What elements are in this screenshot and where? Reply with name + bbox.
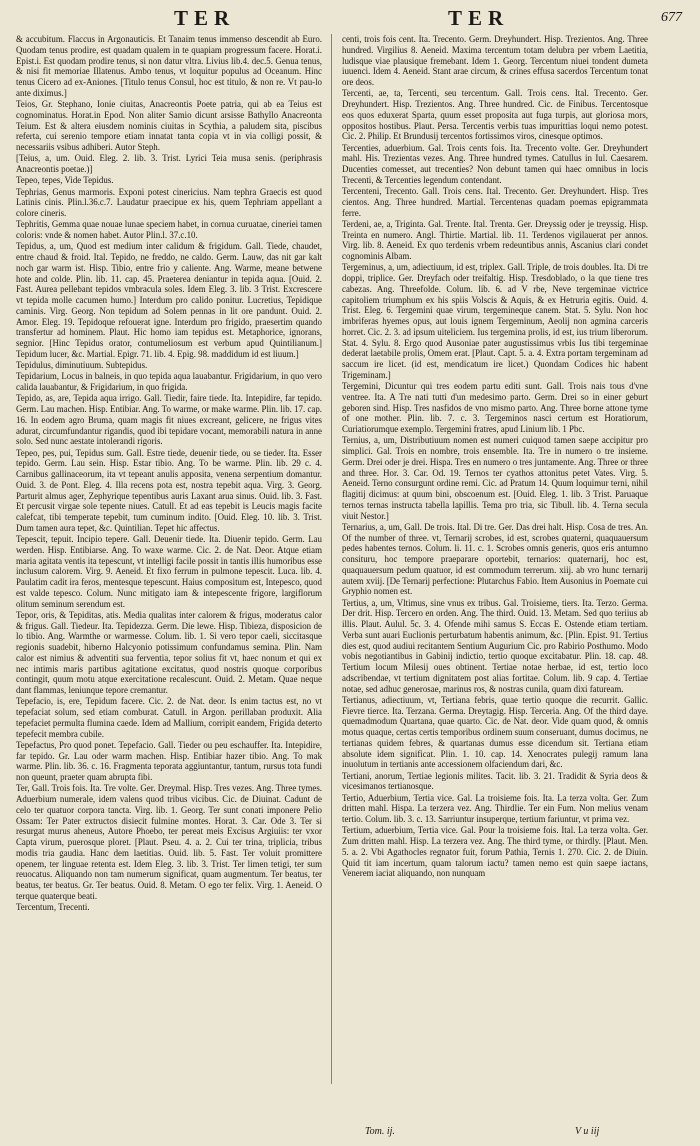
dictionary-entry: Tepeo, tepes, Vide Tepidus. [16, 175, 114, 186]
dictionary-entry: Tepor, oris, & Tepiditas, atis. Media qualitas inter calorem & frigus, moderatus calor & frigus. Gall. Tiedeur. Ita. Tepidezza. Germ. Die lewe. Hisp. Tibieza, disposicion de lo tibio. Ang. Warmthe or warmesse. Colum. lib. 1. Si vero tepor caeli, siccitasque regionis suadebit, hiberno Halcyonio potissimum confundamus semina. Plin. Nam calor est nimius & adventiti sua ferventia, tepor solius fit vt, haec nonum et qui ex nec intimis maris partibus agitatione excitatus, quod nostris quoque corporibus contingit, quum motu atque exercitatione recalescunt. Ouid. 2. Metam. Quae neque dant flammas, leniunque tepore cremantur. [16, 609, 322, 695]
dictionary-entry: [Teius, a, um. Ouid. Eleg. 2. lib. 3. Trist. Lyrici Teia musa senis. (periphrasis Anacreontis poetae.)] [16, 153, 322, 174]
running-head-right: TER [448, 6, 510, 30]
footer-signature-mark: V u iij [575, 1126, 600, 1137]
footer-volume: Tom. ij. [365, 1126, 395, 1137]
dictionary-entry: Tercenteni, Trecento. Gall. Trois cens. Ital. Trecento. Ger. Dreyhundert. Hisp. Tres cientos. Ang. Three hundred. Martial. Tercentenas quadam poemas epigrammata ferre. [342, 186, 648, 218]
dictionary-entry: Tercenti, ae, ta, Tercenti, seu tercentum. Gall. Trois cens. Ital. Trecento. Ger. Dreyhundert. Hisp. Trezientos. Ang. Three hundred. Cic. de Finibus. Tercentosque eos quos eduxerat Sparta, quum esset proposita aut fuga turpis, aut gloriosa mors, oppositos hostibus. Plaut. Persa. Tercentis verbis tuas impurittias loqui nemo potest. Cic. 2. Philip. Et Brundusij tercentos fortissimos viros, cinesque optimos. [342, 88, 648, 142]
dictionary-entry: Tepidarium, Locus in balneis, in quo tepida aqua lauabantur. Frigidarium, in quo vero calida lauabantur, & Frigidarium, in quo frigida. [16, 371, 322, 392]
column-divider [331, 34, 332, 1084]
dictionary-entry: Tephrias, Genus marmoris. Exponi potest cinericius. Nam tephra Graecis est quod Latinis cinis. Plin.l.36.c.7. Laudatur praecipue ex his, quem Tephriam appellant a colore cineris. [16, 186, 322, 218]
dictionary-entry: Tepidulus, diminutiuum. Subtepidus. [16, 360, 148, 370]
dictionary-entry: Ternius, a, um, Distributiuum nomen est numeri cuiquod tamen saepe accipitur pro simplici. Gal. Trois en nombre, trois ensemble. Ita. Tre in numero o tre insieme. Germ. Drei oder je drei. Hispa. Tres en numero o tres juntamente. Ang. Three or three and three. Hor. 3. Car. Od. 19. Ternos ter cyathos attonitus petet Vates. Virg. 5. Aeneid. Terno consurgunt ordine remi. Cic. ad Pratum 14. Quum loquimur terni, nihil flagitij dicimus: at quum bini, obscoenum est. [Ouid. Eleg. 1. lib. 3 Trist. Paruaque ternos ternas instructa tabella lapillis. Tema pro tria, sic Tibull. lib. 4. Terna secula viuit Nestor.] [342, 435, 648, 521]
dictionary-entry: Tepescit, tepuit. Incipio tepere. Gall. Deuenir tiede. Ita. Diuenir tepido. Germ. Lau werden. Hisp. Entibiarse. Ang. To waxe warme. Cic. 2. de Nat. Deor. Atque etiam maria agitata ventis ita tepescunt, vt intelligi facile possit in tantis illis humoribus esse inclusum calorem. Virg. 9. Aeneid. Et fixo ferrum in pulmone tepescit. Luca. lib. 4. Paulatim cadit ira feros, mentesque tepescunt. Haius compositum est, Intepesco, quod est valde tepesco. Colum. Nunc mitigato iam & intepescente frigore, largiflorum olitum seminum serendum est. [16, 534, 322, 609]
dictionary-entry: Tepefactus, Pro quod ponet. Tepefacio. Gall. Tieder ou peu eschauffer. Ita. Intepidire, far tepido. Gr. Lau oder warm machen. Hisp. Entibiar hazer tibio. Ang. To mak warme. Plin. lib. 36. c. 16. Fragmenta teporata aggiuntantur, tantum, rursus tota fundi non queunt, praeter quam abrupta fibi. [16, 739, 322, 782]
left-column [16, 34, 322, 913]
dictionary-entry: & accubitum. Flaccus in Argonauticis. Et Tanaim tenus immenso descendit ab Euro. Quodam tenus prodire, est quadam qualem in te quapiam progressum facere. Horat.i. Epist.i. Est quodam prodire tenus, si non datur vltra. Livius lib.4. dec.5. Genua tenus, & nisi fit memoriae Illatenus. Ambo tenus, vt loquitur populus ad Oceanum. Hinc tenus Cicero ad ex-Aniones. [Titulo tenus Consul, hoc est titulo, & non re. Vt pau-lo ante diximus.] [16, 34, 322, 98]
dictionary-entry: Tephritis, Gemma quae nouae lunae speciem habet, in cornua curuatae, cineriei tamen coloris: vnde & nomen habet. Autor Plin.l. 37.c.10. [16, 219, 322, 240]
dictionary-entry: Tepeo, pes, pui, Tepidus sum. Gall. Estre tiede, deuenir tiede, ou se tieder. Ita. Esser tepido. Germ. Lau sein. Hisp. Estar tibio. Ang. To be warme. Plin. lib. 29 c. 4. Carnibus gallinaceorum, ita vt tepeant anulis apposita, venena serpentium domantur. Ouid. 3. de Pont. Eleg. 4. Illa recens pota est, nostra tepebit aqua. Virg. 3. Georg. Parturit almus ager, Zephyrique tepentibus auris Laxant arua sinus. Ouid. lib. 3. Fast. Et percusit virgae sole tepente niues. Catull. Et ad eas tepebit is Leucis magis facite calefcat, tibi temperate tepebit, tum cuminum indito. [Ouid. Eleg. 10. lib. 3. Trist. Dum tamen aura tepet, &c. Quintilian. Tepet hic affectus. [16, 447, 322, 533]
dictionary-entry: Tertio, Aduerbium, Tertia vice. Gal. La troisieme fois. Ita. La terza volta. Ger. Zum dritten mahl. Hispa. La terzera vez. Ang. Thirdlie. Ter ein Fum. Non melius venam tertio. Colum. lib. 3. c. 13. Sarriuntur insuperque, tertium fariuntur, vt prima vez. [342, 792, 648, 824]
dictionary-entry: Ternarius, a, um, Gall. De trois. Ital. Di tre. Ger. Das drei halt. Hisp. Cosa de tres. An. Of the number of three. vt, Ternarij scrobes, id est, scrobes quaterni, quaquauersum pedes habentes ternos. Colum. li. 11. c. 1. Scrobes omnis generis, quos eris antumno consituru, hoc tempore praeparare oportebit, ternarios: quaternarij, hoc est, quaquauersum pedum quatuor, id est commodum terrerum. xiij. ab vro hunc ternarij autem xviij. [De Ternarij perfectione: Plutarchus Fabio. Item Ausonius in Poemate cui Gryphio nomen est. [342, 521, 648, 597]
dictionary-entry: Terdeni, ae, a, Triginta. Gal. Trente. Ital. Trenta. Ger. Dreyssig oder je treyssig. Hisp. Treinta en numero. Angl. Thirtie. Martial. lib. 11. Terdenos vigilauerat per annos. Virg. lib. 8. Aeneid. Ex quo terdenis vrbem redeuntibus annis, Ascanius clari condet cognominis Albam. [342, 218, 648, 261]
running-head-left: TER [174, 6, 236, 30]
dictionary-entry: Tepidus, a, um, Quod est medium inter calidum & frigidum. Gall. Tiede, chaudet, entre chaud & froid. Ital. Tepido, ne freddo, ne caldo. Germ. Lauw, das nit gar kalt noch gar warm ist. Hisp. Tibio, entre frio y caliente. Ang. Warme, meane betwene hote and colde. Plin. lib. 11. cap. 45. Praeterea deniantur in tepida aqua. [Ouid. 2. Fast. Aurea pellebant tepidos vmbracula soles. Idem Eleg. 3. lib. 3 Trist. Excrescere vt tepida molle cacumen humo.] Interdum pro calido ponitur. Lucretius, Tepidique caminis. Virg. Georg. Non tepidum ad Solem pennas in lit ore pandunt. Ouid. 2. Amor. Eleg. 19. Tepidoque refouerat igne. Interdum pro frigido, praesertim quando transfertur ad hominem. Plaut. Hic homo iam tepidus est. Metaphorice, ignorans, segnior. [Hinc Tepidus orator, contumeliosum est verbum apud Quintilianum.] Tepidum lucer, &c. Martial. Epigr. 71. lib. 4. Epig. 98. maddidum id est liuum.] [16, 241, 322, 359]
dictionary-entry: Tergeminus, a, um, adiectiuum, id est, triplex. Gall. Triple, de trois doubles. Ita. Di tre doppi, triplice. Ger. Dreyfach oder treifaltig. Hisp. Tresdoblado, o la que tiene tres cabezas. Ang. Threefolde. Colum. lib. 6. ad V rbe, Neve tergeminae victrice capitoliem triumphum ex his spiis Volscis & Aquis, & ex Hetruria egitis. Ouid. 4. Trist. Eleg. 6. Tergemini quae virum, tergemineque canem. Stat. 5. Sylu. Non hoc imbriferas hyemes opus, aut louis ignem Tergeminum, Aeolij non agmina carceris horret. Cic. 2. 3. ad ipsum uiteliciem. Ius tergemina prolis, id est, ius trium liberorum. Stat. 4. Sylu. 8. Ergo quod Ausoniae pater augustissimus vrbis Ius tibi tergeminae dederat laetabile prolis, Omem erat. [Plaut. Capt. 5. a. 4. Extra portam tergeminam ad saccum ire licet. (id est, mendicatum ire licet.) Quondam Codices hic habent Trigeminam.] [342, 262, 648, 380]
dictionary-entry: Tercenties, aduerbium. Gal. Trois cents fois. Ita. Trecento volte. Ger. Dreyhundert mahl. His. Trezientas vezes. Ang. Three hundred tymes. Catullus in Iul. Caesarem. Ducenties comesset, aut trecenties? Non debunt tamen qui haec omnibus in locis Trecenti, & Tercenties legendum contendant. [342, 142, 648, 185]
dictionary-entry: Tertiani, anorum, Tertiae legionis milites. Tacit. lib. 3. 21. Tradidit & Syria deos & vicesimanos tertianosque. [342, 770, 648, 792]
page-number: 677 [661, 10, 682, 25]
dictionary-entry: Tertius, a, um, Vltimus, sine vnus ex tribus. Gal. Troisieme, tiers. Ita. Terzo. Germa. Der drit. Hisp. Tercero en orden. Ang. The third. Ouid. 13. Metam. Sed quo teriius ab illis. Plaut. Aulul. 5c. 3. 4. Ofende mihi samus S. Eccas E. Ostende etiam tertiam. Verba sunt auari Euclionis perturbatum habentis animum, &c. [Plin. Epist. 91. Tertius dies est, quod audiui recitantem Sentium Augurium Cic. pro Rabirio Posthumo. Modo vobis negotiantibus in Gabinij indictio, tertio quoque excitabatur. Plin. 18. cap. 48. Tertium locum Milesij oues obtinent. Tertiae notae herbae, id est, tertio loco adscribendae, vt tertium dignitatem post alias fortitae. Colum. lib. 9 cap. 4. Tertiae notae, sed adhuc generosae, marinus ros, & nostras cunila, quam dixi fatuream. [342, 597, 648, 694]
dictionary-entry: Tercentum, Trecenti. [16, 902, 90, 912]
dictionary-entry: Tergemini, Dicuntur qui tres eodem partu editi sunt. Gall. Trois nais tous d'vne ventree. Ita. A Tre nati tutti d'un medesimo parto. Germ. Drei so in einer geburt geboren sind. Hisp. Tres nasfidos de vno mismo parto. Ang. Three borne attone tyme of one mother. Plin. lib. 7. c. 3. Tergeminos nasci certum est Horatiorum, Curiatiorumque exemplo. Tergemini fratres, apud Linium lib. 1 Pbc. [342, 381, 648, 434]
dictionary-entry: Ter, Gall. Trois fois. Ita. Tre volte. Ger. Dreymal. Hisp. Tres vezes. Ang. Three tymes. Aduerbium numerale, idem valens quod tribus vicibus. Cic. de Diuinat. Cadunt de celo ter quatuor corpora tancta. Virg. lib. 1. Georg. Ter sunt conati imponere Pelio Ossam: Ter Pater extructos disiecit fulmine montes. Horat. 3. Car. Ode 3. Ter si resurgat murus aheneus, Autore Phoebo, ter pereat meis Excisus Argiuiis: ter vxor Capta virum, puerosque ploret. [Plaut. Pseu. 4. a. 2. Cui ter trina, triplicia, tribus modis tria gaudia. Hanc dem laetitias. Ouid. lib. 5. Fast. Ter voluit promittere openem, ter linguae retenta est. Idem Eleg. 3. lib. 3. Trist. Ter limen tetigi, ter sum reuocatus. Aliquando non tam numerum significat, quam augmentum. Ter beatus, ter beatus, ter beatus. Gr. Ter beatus. Ouid. 8. Metam. O ego ter felix. Virg. 1. Aeneid. O terque quaterque beati. [16, 783, 322, 901]
dictionary-entry: centi, trois fois cent. Ita. Trecento. Germ. Dreyhundert. Hisp. Trezientos. Ang. Three hundred. Virgilius 8. Aeneid. Maxima tercentum totam delubra per vrbem Laetitia, ludisque viae plausique fremebant. Idem 1. Georg. Tercentum niuei tondent dumeta iuuenci. Idem 4. Aeneid. Stant arae circum, & crines effusa sacerdos Tercentum tonat ore deos. [342, 34, 648, 87]
dictionary-entry: Tepido, as, are, Tepida aqua irrigo. Gall. Tiedir, faire tiede. Ita. Intepidire, far tepido. Germ. Lau machen. Hisp. Entibiar. Ang. To warme, or make warme. Plin. lib. 17. cap. 16. In eodem agro Bruma, quam magis fit niues excreant, gelicere, ne frigus vites adurat, circumfundantur rigandis, quod ibi tepidare vocant, memorabili natura in anne solo. Sed nunc aestate intolerandi rigoris. [16, 393, 322, 447]
dictionary-entry: Tepefacio, is, ere, Tepidum facere. Cic. 2. de Nat. deor. Is enim tactus est, no vt tepefaciat solum, sed etiam comburat. Catull. in Argon. perillaban produxit. Alia tepefaciet permulta flumina caede. Idem ad Mallium, corripit eandem, Frigida deterto tepefecit membra cubile. [16, 696, 322, 739]
dictionary-entry: Tertianus, adiectiuum, vt, Tertiana febris, quae tertio quoque die recurrit. Gallic. Fievre tierce. Ita. Terzana. Germa. Dreytagig. Hisp. Terceria. Ang. Of the third daye. quemadmodum Quartana, quae quarto. Cic. de Nat. deor. Vide quam quod, & omnis motus quaque, certas certis temporibus ordinem suum conseruant, dumus docimus, ne tertianas quidem febres, & quartanas dumus esse dicendum sit. Tertiana etiam absolute idem significat. Plin. 1. 10. cap. 14. Xenocrates pulegij ramum lana inuolutum in tertianis ante accessionem olfaciendum dari, &c. [342, 694, 648, 770]
right-column [342, 34, 648, 879]
dictionary-entry: Teios, Gr. Stephano, Ionie ciuitas, Anacreontis Poete patria, qui ab ea Teius est cognominatus. Horat.in Epod. Non aliter Samio dicunt arsisse Bathyllo Anacreonta Teium. Est & altera eiusdem nominis ciuitas in Scythia, a paludem sita, piscibus referta, cui serenio tempore etiam innatat tanta copia vt in via colligi possit, & necessariis vsibus adhiberi. Autor Steph. [16, 99, 322, 152]
dictionary-entry: Tertium, aduerbium, Tertia vice. Gal. Pour la troisieme fois. Ital. La terza volta. Ger. Zum dritten mahl. Hisp. La terzera vez. Ang. The third tyme, or thirdly. [Plaut. Men. 5. a. 2. Vbi Agathocles regnator fuit, forum Pathia, Ternis 1. 270. Cic. 2. de Diuin. Quid tit iam incertum, quam talorum iactu? tamen nemo est quin saepe iactans, Venerem iaciat aliquando, non nunquam [342, 825, 648, 879]
